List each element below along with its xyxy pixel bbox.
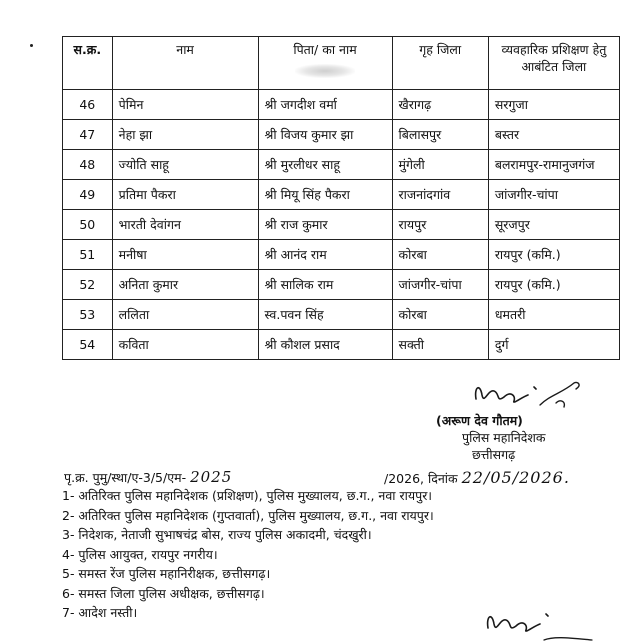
cell-father-name: श्री सालिक राम	[258, 270, 392, 300]
cell-posting-district: सूरजपुर	[488, 210, 619, 240]
cell-posting-district: दुर्ग	[488, 330, 619, 360]
header-serial-no: स.क्र.	[63, 37, 113, 90]
cell-father-name: श्री राज कुमार	[258, 210, 392, 240]
cell-father-name: श्री मुरलीधर साहू	[258, 150, 392, 180]
reference-date-prefix: /2026, दिनांक	[384, 471, 458, 486]
cell-serial-no: 53	[63, 300, 113, 330]
signatory-name: (अरूण देव गौतम)	[436, 413, 523, 428]
cell-posting-district: बस्तर	[488, 120, 619, 150]
cell-home-district: बिलासपुर	[392, 120, 488, 150]
cell-name: भारती देवांगन	[112, 210, 258, 240]
cell-serial-no: 54	[63, 330, 113, 360]
cell-home-district: जांजगीर-चांपा	[392, 270, 488, 300]
cell-father-name: श्री आनंद राम	[258, 240, 392, 270]
cell-home-district: मुंगेली	[392, 150, 488, 180]
cell-home-district: राजनांदगांव	[392, 180, 488, 210]
cell-serial-no: 49	[63, 180, 113, 210]
cell-home-district: खैरागढ़	[392, 90, 488, 120]
cell-posting-district: रायपुर (कमि.)	[488, 270, 619, 300]
cell-name: कविता	[112, 330, 258, 360]
cell-home-district: सक्ती	[392, 330, 488, 360]
list-item: 3- निदेशक, नेताजी सुभाषचंद्र बोस, राज्य पुलिस अकादमी, चंदखुरी।	[62, 527, 372, 542]
table-row	[63, 90, 620, 120]
cell-serial-no: 46	[63, 90, 113, 120]
reference-prefix: पृ.क्र. पुमु/स्था/ए-3/5/एम-	[64, 470, 187, 485]
copy-distribution-list	[62, 486, 434, 623]
list-item: 1- अतिरिक्त पुलिस महानिदेशक (प्रशिक्षण), पुलिस मुख्यालय, छ.ग., नवा रायपुर।	[62, 488, 433, 503]
signatory-title: पुलिस महानिदेशक	[462, 430, 546, 445]
handwritten-signature-bottom	[480, 600, 600, 642]
list-item: 4- पुलिस आयुक्त, रायपुर नगरीय।	[62, 546, 218, 562]
cell-serial-no: 51	[63, 240, 113, 270]
signatory-block	[436, 412, 546, 463]
table-header-row	[63, 37, 620, 90]
cell-name: ज्योति साहू	[112, 150, 258, 180]
table-row	[63, 150, 620, 180]
cell-name: अनिता कुमार	[112, 270, 258, 300]
cell-name: नेहा झा	[112, 120, 258, 150]
cell-name: मनीषा	[112, 240, 258, 270]
cell-father-name: श्री विजय कुमार झा	[258, 120, 392, 150]
header-name: नाम	[112, 37, 258, 90]
cell-home-district: कोरबा	[392, 240, 488, 270]
table-row	[63, 120, 620, 150]
handwritten-signature	[470, 375, 590, 415]
cell-name: पेमिन	[112, 90, 258, 120]
cell-serial-no: 52	[63, 270, 113, 300]
reference-date	[384, 468, 570, 487]
cell-posting-district: सरगुजा	[488, 90, 619, 120]
table-row	[63, 210, 620, 240]
header-home-district: गृह जिला	[392, 37, 488, 90]
cell-serial-no: 50	[63, 210, 113, 240]
cell-name: ललिता	[112, 300, 258, 330]
table-row	[63, 180, 620, 210]
cell-father-name: स्व.पवन सिंह	[258, 300, 392, 330]
cell-father-name: श्री जगदीश वर्मा	[258, 90, 392, 120]
scan-smudge	[295, 64, 355, 78]
margin-dot	[30, 44, 33, 47]
header-father-name	[258, 37, 392, 90]
list-item: 5- समस्त रेंज पुलिस महानिरीक्षक, छत्तीसगढ़।	[62, 566, 271, 581]
table-row	[63, 270, 620, 300]
cell-serial-no: 47	[63, 120, 113, 150]
reference-handwritten-number: 2025	[190, 468, 233, 486]
cell-father-name: श्री कौशल प्रसाद	[258, 330, 392, 360]
table-row	[63, 300, 620, 330]
list-item: 2- अतिरिक्त पुलिस महानिदेशक (गुप्तवार्ता), पुलिस मुख्यालय, छ.ग., नवा रायपुर।	[62, 507, 434, 523]
cell-father-name: श्री मियू सिंह पैकरा	[258, 180, 392, 210]
reference-handwritten-date: 22/05/2026.	[461, 468, 570, 487]
cell-home-district: कोरबा	[392, 300, 488, 330]
cell-posting-district: बलरामपुर-रामानुजगंज	[488, 150, 619, 180]
trainee-allotment-table	[62, 36, 620, 360]
cell-posting-district: धमतरी	[488, 300, 619, 330]
list-item: 6- समस्त जिला पुलिस अधीक्षक, छत्तीसगढ़।	[62, 585, 265, 601]
cell-serial-no: 48	[63, 150, 113, 180]
cell-name: प्रतिमा पैकरा	[112, 180, 258, 210]
header-father-label: पिता/ का नाम	[293, 42, 357, 57]
cell-posting-district: रायपुर (कमि.)	[488, 240, 619, 270]
table-row	[63, 330, 620, 360]
table-row	[63, 240, 620, 270]
signatory-state: छत्तीसगढ़	[472, 447, 516, 462]
reference-number	[64, 468, 232, 486]
cell-posting-district: जांजगीर-चांपा	[488, 180, 619, 210]
cell-home-district: रायपुर	[392, 210, 488, 240]
list-item: 7- आदेश नस्ती।	[62, 605, 138, 620]
header-posting-district: व्यवहारिक प्रशिक्षण हेतु आबंटित जिला	[488, 37, 619, 90]
